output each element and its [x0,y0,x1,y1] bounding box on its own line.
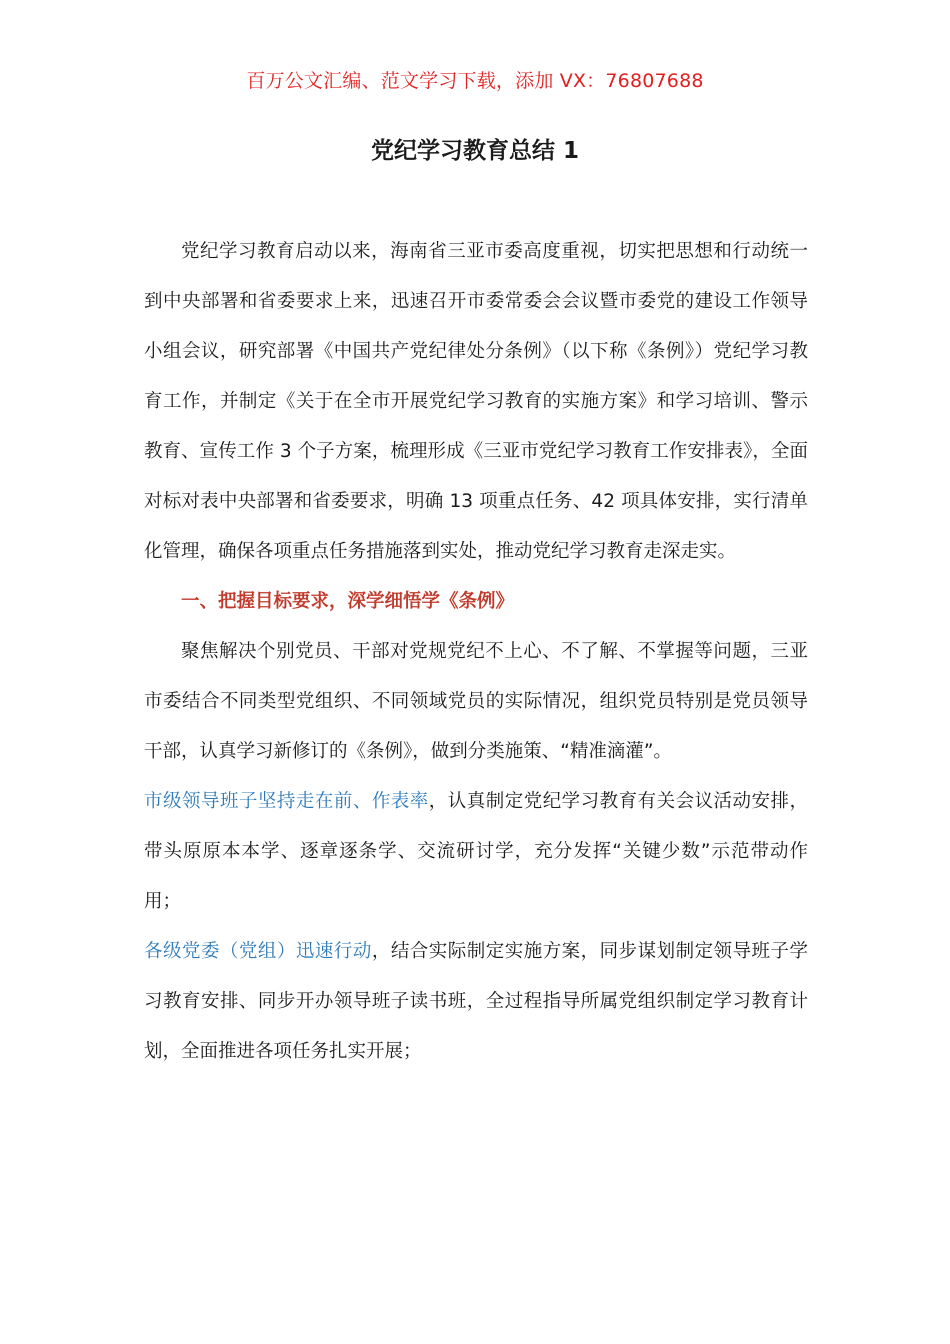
header-banner: 百万公文汇编、范文学习下载，添加 VX：76807688 [246,70,704,92]
highlight-city-leadership: 市级领导班子坚持走在前、作表率 [144,791,429,812]
paragraph-city-leadership [144,777,808,927]
paragraph-party-committees [144,927,808,1077]
paragraph-intro: 党纪学习教育启动以来，海南省三亚市委高度重视，切实把思想和行动统一到中央部署和省委要求上来，迅速召开市委常委会会议暨市委党的建设工作领导小组会议，研究部署《中国共产党纪律处分条例》（以下称《条例》）党纪学习教育工作，并制定《关于在全市开展党纪学习教育的实施方案》和学习培训、警示教育、宣传工作 3 个子方案，梳理形成《三亚市党纪学习教育工作安排表》，全面对标对表中央部署和省委要求，明确 13 项重点任务、42 项具体安排，实行清单化管理，确保各项重点任务措施落到实处，推动党纪学习教育走深走实。 [144,241,808,562]
paragraph-city-leadership-text: ，认真制定党纪学习教育有关会议活动安排，带头原原本本学、逐章逐条学、交流研讨学，充分发挥“关键少数”示范带动作用； [144,791,808,912]
highlight-party-committees: 各级党委（党组）迅速行动 [144,941,372,962]
section-heading-1: 一、把握目标要求，深学细悟学《条例》 [181,591,515,612]
document-body [144,227,808,1077]
paragraph-party-committees-text: ，结合实际制定实施方案，同步谋划制定领导班子学习教育安排、同步开办领导班子读书班，全过程指导所属党组织制定学习教育计划，全面推进各项任务扎实开展； [144,941,808,1062]
paragraph-section1-intro: 聚焦解决个别党员、干部对党规党纪不上心、不了解、不掌握等问题，三亚市委结合不同类型党组织、不同领域党员的实际情况，组织党员特别是党员领导干部，认真学习新修订的《条例》，做到分类施策、“精准滴灌”。 [144,641,808,762]
document-title: 党纪学习教育总结 1 [370,138,579,164]
